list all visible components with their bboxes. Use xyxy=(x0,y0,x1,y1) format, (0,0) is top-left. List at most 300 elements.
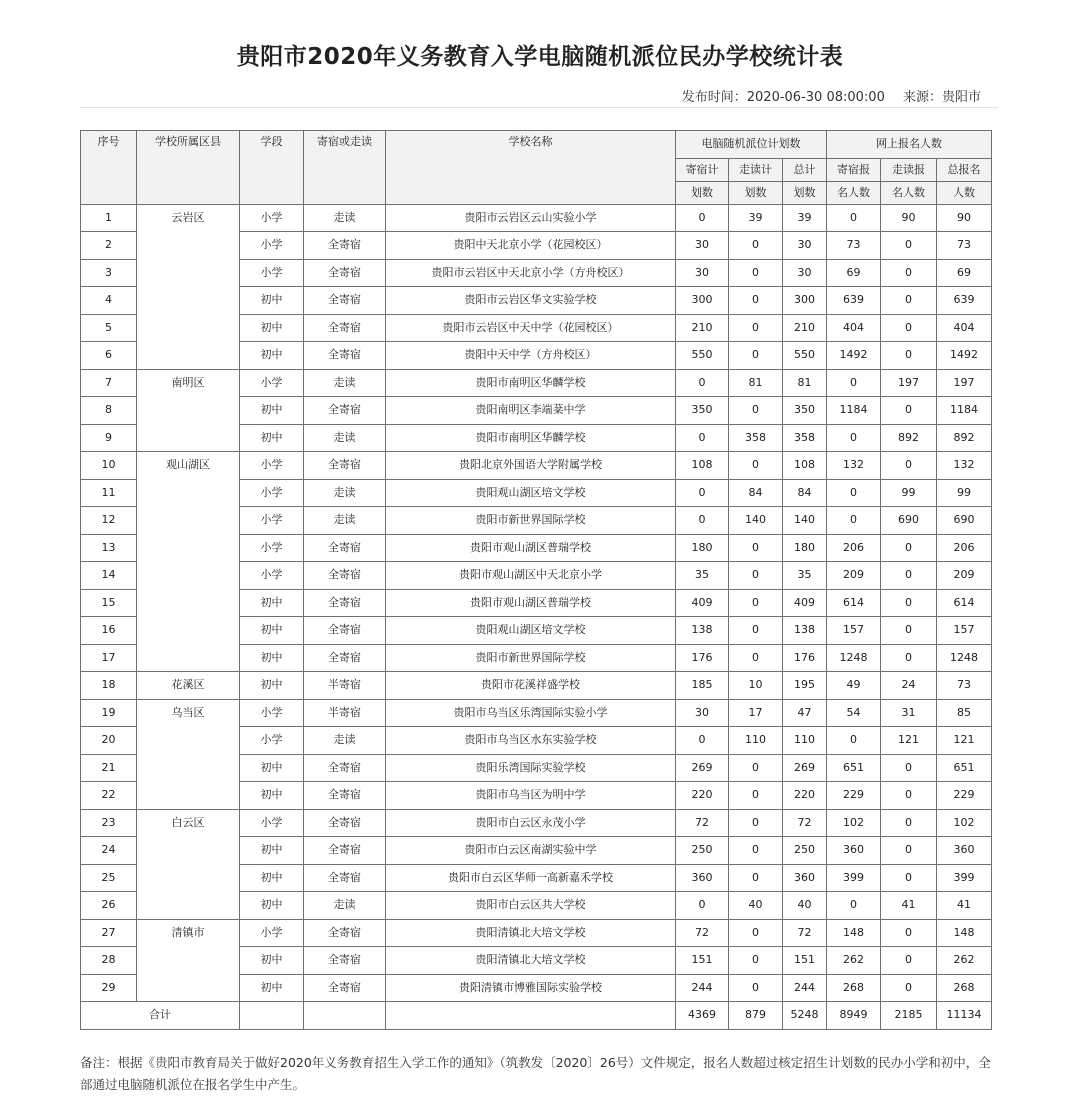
cell-plan-day: 0 xyxy=(729,259,783,287)
cell-reg-day: 0 xyxy=(881,919,937,947)
cell-type: 走读 xyxy=(304,479,386,507)
cell-reg-board: 148 xyxy=(827,919,881,947)
cell-reg-board: 102 xyxy=(827,809,881,837)
cell-plan-day: 0 xyxy=(729,837,783,865)
header-level: 学段 xyxy=(240,131,304,205)
cell-plan-board: 350 xyxy=(676,397,729,425)
statistics-table xyxy=(80,130,992,1030)
cell-reg-total: 399 xyxy=(937,864,992,892)
cell-level: 初中 xyxy=(240,672,304,700)
header-plan-group: 电脑随机派位计划数 xyxy=(676,131,827,159)
cell-plan-board: 0 xyxy=(676,479,729,507)
cell-reg-day: 0 xyxy=(881,232,937,260)
cell-reg-day: 0 xyxy=(881,782,937,810)
cell-reg-total: 197 xyxy=(937,369,992,397)
cell-plan-board: 30 xyxy=(676,699,729,727)
cell-plan-total: 300 xyxy=(783,287,827,315)
cell-plan-day: 0 xyxy=(729,397,783,425)
cell-seq: 2 xyxy=(81,232,137,260)
source: 来源：贵阳市 xyxy=(902,90,981,105)
cell-plan-total: 72 xyxy=(783,809,827,837)
cell-reg-total: 1248 xyxy=(937,644,992,672)
cell-reg-total: 651 xyxy=(937,754,992,782)
cell-plan-day: 0 xyxy=(729,534,783,562)
cell-plan-day: 84 xyxy=(729,479,783,507)
total-value: 5248 xyxy=(783,1002,827,1030)
cell-seq: 29 xyxy=(81,974,137,1002)
cell-school-name: 贵阳清镇北大培文学校 xyxy=(386,947,676,975)
cell-level: 初中 xyxy=(240,424,304,452)
cell-plan-day: 0 xyxy=(729,809,783,837)
cell-level: 初中 xyxy=(240,342,304,370)
cell-reg-day: 0 xyxy=(881,259,937,287)
cell-seq: 4 xyxy=(81,287,137,315)
cell-level: 初中 xyxy=(240,314,304,342)
cell-reg-board: 1184 xyxy=(827,397,881,425)
cell-plan-total: 35 xyxy=(783,562,827,590)
cell-reg-board: 206 xyxy=(827,534,881,562)
cell-school-name: 贵阳市南明区华麟学校 xyxy=(386,369,676,397)
cell-reg-total: 121 xyxy=(937,727,992,755)
cell-school-name: 贵阳市云岩区中天中学（花园校区） xyxy=(386,314,676,342)
cell-school-name: 贵阳中天中学（方舟校区） xyxy=(386,342,676,370)
cell-plan-day: 110 xyxy=(729,727,783,755)
cell-level: 小学 xyxy=(240,204,304,232)
cell-level: 初中 xyxy=(240,892,304,920)
cell-reg-total: 41 xyxy=(937,892,992,920)
cell-reg-board: 399 xyxy=(827,864,881,892)
cell-reg-total: 404 xyxy=(937,314,992,342)
cell-seq: 17 xyxy=(81,644,137,672)
cell-plan-total: 195 xyxy=(783,672,827,700)
publish-time: 发布时间：2020-06-30 08:00:00 xyxy=(681,90,885,105)
cell-plan-board: 360 xyxy=(676,864,729,892)
cell-school-name: 贵阳市白云区永茂小学 xyxy=(386,809,676,837)
cell-plan-board: 220 xyxy=(676,782,729,810)
cell-seq: 3 xyxy=(81,259,137,287)
cell-reg-board: 0 xyxy=(827,507,881,535)
cell-reg-day: 197 xyxy=(881,369,937,397)
cell-reg-day: 121 xyxy=(881,727,937,755)
cell-reg-day: 892 xyxy=(881,424,937,452)
cell-level: 小学 xyxy=(240,452,304,480)
cell-reg-total: 102 xyxy=(937,809,992,837)
cell-plan-day: 39 xyxy=(729,204,783,232)
cell-seq: 28 xyxy=(81,947,137,975)
header-plan-board: 寄宿计 xyxy=(676,158,729,181)
cell-school-name: 贵阳南明区李端棻中学 xyxy=(386,397,676,425)
cell-level: 小学 xyxy=(240,727,304,755)
cell-type: 半寄宿 xyxy=(304,699,386,727)
cell-seq: 14 xyxy=(81,562,137,590)
cell-level: 初中 xyxy=(240,589,304,617)
header-reg-board: 寄宿报 xyxy=(827,158,881,181)
cell-plan-total: 39 xyxy=(783,204,827,232)
cell-school-name: 贵阳市观山湖区中天北京小学 xyxy=(386,562,676,590)
cell-plan-day: 0 xyxy=(729,754,783,782)
cell-plan-board: 108 xyxy=(676,452,729,480)
cell-reg-day: 0 xyxy=(881,314,937,342)
total-value: 2185 xyxy=(881,1002,937,1030)
cell-school-name: 贵阳市南明区华麟学校 xyxy=(386,424,676,452)
cell-reg-board: 0 xyxy=(827,892,881,920)
cell-reg-total: 1492 xyxy=(937,342,992,370)
cell-level: 初中 xyxy=(240,864,304,892)
cell-plan-board: 300 xyxy=(676,287,729,315)
cell-reg-day: 0 xyxy=(881,617,937,645)
cell-reg-total: 69 xyxy=(937,259,992,287)
cell-type: 走读 xyxy=(304,204,386,232)
cell-plan-board: 244 xyxy=(676,974,729,1002)
cell-plan-total: 81 xyxy=(783,369,827,397)
cell-plan-board: 0 xyxy=(676,892,729,920)
cell-level: 初中 xyxy=(240,837,304,865)
cell-school-name: 贵阳市新世界国际学校 xyxy=(386,644,676,672)
cell-plan-board: 72 xyxy=(676,919,729,947)
cell-type: 全寄宿 xyxy=(304,974,386,1002)
header-district: 学校所属区县 xyxy=(137,131,240,205)
cell-level: 小学 xyxy=(240,919,304,947)
cell-seq: 8 xyxy=(81,397,137,425)
cell-reg-board: 69 xyxy=(827,259,881,287)
cell-reg-total: 73 xyxy=(937,232,992,260)
header-plan-day-2: 划数 xyxy=(729,181,783,204)
cell-seq: 10 xyxy=(81,452,137,480)
cell-district: 云岩区 xyxy=(137,204,240,369)
cell-plan-total: 30 xyxy=(783,259,827,287)
cell-type: 全寄宿 xyxy=(304,314,386,342)
cell-school-name: 贵阳市观山湖区普瑞学校 xyxy=(386,534,676,562)
cell-district: 乌当区 xyxy=(137,699,240,809)
cell-school-name: 贵阳市云岩区云山实验小学 xyxy=(386,204,676,232)
cell-plan-board: 72 xyxy=(676,809,729,837)
cell-plan-total: 151 xyxy=(783,947,827,975)
cell-reg-board: 0 xyxy=(827,727,881,755)
cell-reg-total: 262 xyxy=(937,947,992,975)
cell-type: 走读 xyxy=(304,424,386,452)
cell-plan-board: 138 xyxy=(676,617,729,645)
cell-reg-day: 0 xyxy=(881,974,937,1002)
cell-seq: 11 xyxy=(81,479,137,507)
cell-reg-day: 0 xyxy=(881,837,937,865)
publish-meta xyxy=(668,86,981,105)
cell-type: 全寄宿 xyxy=(304,809,386,837)
header-plan-total-2: 划数 xyxy=(783,181,827,204)
cell-reg-board: 157 xyxy=(827,617,881,645)
cell-reg-board: 404 xyxy=(827,314,881,342)
table-row xyxy=(81,809,992,837)
cell-reg-day: 690 xyxy=(881,507,937,535)
cell-reg-total: 90 xyxy=(937,204,992,232)
header-reg-group: 网上报名人数 xyxy=(827,131,992,159)
total-value: 879 xyxy=(729,1002,783,1030)
cell-plan-board: 409 xyxy=(676,589,729,617)
cell-plan-day: 0 xyxy=(729,232,783,260)
cell-plan-day: 0 xyxy=(729,287,783,315)
cell-type: 全寄宿 xyxy=(304,837,386,865)
cell-plan-day: 0 xyxy=(729,782,783,810)
table-row xyxy=(81,369,992,397)
cell-plan-day: 140 xyxy=(729,507,783,535)
cell-reg-board: 54 xyxy=(827,699,881,727)
cell-type: 全寄宿 xyxy=(304,589,386,617)
header-plan-board-2: 划数 xyxy=(676,181,729,204)
cell-level: 小学 xyxy=(240,259,304,287)
cell-seq: 16 xyxy=(81,617,137,645)
cell-reg-day: 24 xyxy=(881,672,937,700)
cell-plan-board: 550 xyxy=(676,342,729,370)
table-row xyxy=(81,672,992,700)
cell-seq: 1 xyxy=(81,204,137,232)
cell-reg-board: 1492 xyxy=(827,342,881,370)
cell-reg-day: 0 xyxy=(881,534,937,562)
cell-level: 小学 xyxy=(240,232,304,260)
cell-district: 清镇市 xyxy=(137,919,240,1002)
cell-plan-day: 0 xyxy=(729,919,783,947)
cell-reg-day: 0 xyxy=(881,342,937,370)
cell-reg-total: 206 xyxy=(937,534,992,562)
cell-reg-day: 0 xyxy=(881,644,937,672)
cell-seq: 27 xyxy=(81,919,137,947)
cell-type: 全寄宿 xyxy=(304,259,386,287)
cell-level: 初中 xyxy=(240,754,304,782)
cell-type: 走读 xyxy=(304,892,386,920)
cell-plan-day: 0 xyxy=(729,562,783,590)
cell-school-name: 贵阳市新世界国际学校 xyxy=(386,507,676,535)
cell-reg-day: 99 xyxy=(881,479,937,507)
cell-type: 全寄宿 xyxy=(304,919,386,947)
cell-plan-total: 220 xyxy=(783,782,827,810)
cell-level: 小学 xyxy=(240,369,304,397)
cell-type: 全寄宿 xyxy=(304,232,386,260)
cell-plan-day: 0 xyxy=(729,974,783,1002)
cell-plan-day: 0 xyxy=(729,589,783,617)
cell-level: 初中 xyxy=(240,644,304,672)
cell-reg-day: 0 xyxy=(881,452,937,480)
cell-reg-total: 1184 xyxy=(937,397,992,425)
cell-plan-board: 176 xyxy=(676,644,729,672)
cell-reg-board: 229 xyxy=(827,782,881,810)
cell-plan-day: 10 xyxy=(729,672,783,700)
cell-school-name: 贵阳中天北京小学（花园校区） xyxy=(386,232,676,260)
total-empty-cell xyxy=(386,1002,676,1030)
footnote: 备注：根据《贵阳市教育局关于做好2020年义务教育招生入学工作的通知》（筑教发〔2020〕26号）文件规定，报名人数超过核定招生计划数的民办小学和初中，全部通过电脑随机派位在报名学生中产生。 xyxy=(80,1055,991,1092)
page-title: 贵阳市2020年义务教育入学电脑随机派位民办学校统计表 xyxy=(236,44,844,70)
cell-type: 全寄宿 xyxy=(304,782,386,810)
table-body xyxy=(81,204,992,1029)
cell-plan-total: 108 xyxy=(783,452,827,480)
cell-reg-total: 360 xyxy=(937,837,992,865)
cell-school-name: 贵阳市白云区华师一高新嘉禾学校 xyxy=(386,864,676,892)
cell-level: 小学 xyxy=(240,534,304,562)
cell-plan-board: 30 xyxy=(676,259,729,287)
cell-type: 全寄宿 xyxy=(304,534,386,562)
cell-reg-total: 639 xyxy=(937,287,992,315)
cell-plan-total: 409 xyxy=(783,589,827,617)
cell-plan-total: 176 xyxy=(783,644,827,672)
divider xyxy=(80,107,998,108)
cell-plan-total: 138 xyxy=(783,617,827,645)
cell-reg-board: 1248 xyxy=(827,644,881,672)
cell-reg-total: 614 xyxy=(937,589,992,617)
total-row xyxy=(81,1002,992,1030)
cell-level: 小学 xyxy=(240,479,304,507)
cell-plan-day: 0 xyxy=(729,947,783,975)
cell-seq: 6 xyxy=(81,342,137,370)
cell-school-name: 贵阳市白云区南湖实验中学 xyxy=(386,837,676,865)
cell-plan-total: 180 xyxy=(783,534,827,562)
header-type: 寄宿或走读 xyxy=(304,131,386,205)
cell-type: 全寄宿 xyxy=(304,562,386,590)
cell-plan-total: 30 xyxy=(783,232,827,260)
cell-reg-board: 73 xyxy=(827,232,881,260)
cell-plan-total: 47 xyxy=(783,699,827,727)
cell-plan-board: 180 xyxy=(676,534,729,562)
cell-school-name: 贵阳乐湾国际实验学校 xyxy=(386,754,676,782)
cell-reg-day: 0 xyxy=(881,864,937,892)
cell-type: 全寄宿 xyxy=(304,864,386,892)
cell-type: 全寄宿 xyxy=(304,644,386,672)
total-value: 11134 xyxy=(937,1002,992,1030)
cell-reg-total: 85 xyxy=(937,699,992,727)
cell-school-name: 贵阳清镇北大培文学校 xyxy=(386,919,676,947)
cell-reg-total: 229 xyxy=(937,782,992,810)
cell-school-name: 贵阳市云岩区中天北京小学（方舟校区） xyxy=(386,259,676,287)
cell-plan-total: 358 xyxy=(783,424,827,452)
cell-seq: 7 xyxy=(81,369,137,397)
cell-type: 全寄宿 xyxy=(304,947,386,975)
cell-school-name: 贵阳市乌当区乐湾国际实验小学 xyxy=(386,699,676,727)
cell-plan-total: 84 xyxy=(783,479,827,507)
cell-reg-total: 148 xyxy=(937,919,992,947)
cell-plan-board: 0 xyxy=(676,369,729,397)
cell-school-name: 贵阳市乌当区为明中学 xyxy=(386,782,676,810)
cell-type: 全寄宿 xyxy=(304,754,386,782)
cell-type: 全寄宿 xyxy=(304,287,386,315)
cell-district: 白云区 xyxy=(137,809,240,919)
cell-seq: 22 xyxy=(81,782,137,810)
cell-level: 小学 xyxy=(240,507,304,535)
cell-reg-total: 690 xyxy=(937,507,992,535)
table-row xyxy=(81,204,992,232)
cell-plan-board: 210 xyxy=(676,314,729,342)
cell-level: 初中 xyxy=(240,287,304,315)
cell-plan-day: 0 xyxy=(729,644,783,672)
cell-reg-day: 0 xyxy=(881,562,937,590)
cell-seq: 5 xyxy=(81,314,137,342)
cell-reg-total: 892 xyxy=(937,424,992,452)
cell-plan-total: 360 xyxy=(783,864,827,892)
cell-seq: 13 xyxy=(81,534,137,562)
header-reg-board-2: 名人数 xyxy=(827,181,881,204)
cell-seq: 25 xyxy=(81,864,137,892)
cell-plan-total: 40 xyxy=(783,892,827,920)
cell-reg-board: 0 xyxy=(827,204,881,232)
cell-reg-board: 360 xyxy=(827,837,881,865)
cell-plan-total: 72 xyxy=(783,919,827,947)
cell-school-name: 贵阳市白云区共大学校 xyxy=(386,892,676,920)
header-reg-day: 走读报 xyxy=(881,158,937,181)
cell-plan-total: 140 xyxy=(783,507,827,535)
cell-district: 观山湖区 xyxy=(137,452,240,672)
cell-seq: 12 xyxy=(81,507,137,535)
cell-plan-board: 30 xyxy=(676,232,729,260)
cell-plan-day: 0 xyxy=(729,617,783,645)
cell-reg-board: 268 xyxy=(827,974,881,1002)
cell-level: 小学 xyxy=(240,809,304,837)
cell-type: 走读 xyxy=(304,369,386,397)
total-value: 8949 xyxy=(827,1002,881,1030)
cell-school-name: 贵阳观山湖区培文学校 xyxy=(386,479,676,507)
cell-plan-board: 0 xyxy=(676,204,729,232)
cell-plan-total: 550 xyxy=(783,342,827,370)
cell-plan-board: 269 xyxy=(676,754,729,782)
cell-level: 初中 xyxy=(240,782,304,810)
cell-reg-day: 90 xyxy=(881,204,937,232)
cell-plan-day: 17 xyxy=(729,699,783,727)
cell-plan-board: 185 xyxy=(676,672,729,700)
cell-reg-total: 268 xyxy=(937,974,992,1002)
cell-level: 小学 xyxy=(240,699,304,727)
cell-school-name: 贵阳市观山湖区普瑞学校 xyxy=(386,589,676,617)
cell-level: 初中 xyxy=(240,974,304,1002)
cell-reg-board: 132 xyxy=(827,452,881,480)
cell-reg-board: 0 xyxy=(827,424,881,452)
cell-type: 半寄宿 xyxy=(304,672,386,700)
cell-school-name: 贵阳市花溪祥盛学校 xyxy=(386,672,676,700)
cell-reg-day: 0 xyxy=(881,754,937,782)
cell-school-name: 贵阳市乌当区水东实验学校 xyxy=(386,727,676,755)
cell-plan-board: 250 xyxy=(676,837,729,865)
total-empty-cell xyxy=(240,1002,304,1030)
cell-school-name: 贵阳清镇市博雅国际实验学校 xyxy=(386,974,676,1002)
cell-reg-day: 0 xyxy=(881,397,937,425)
cell-seq: 15 xyxy=(81,589,137,617)
cell-reg-total: 99 xyxy=(937,479,992,507)
header-plan-total: 总计 xyxy=(783,158,827,181)
cell-plan-total: 250 xyxy=(783,837,827,865)
table-row xyxy=(81,699,992,727)
cell-seq: 9 xyxy=(81,424,137,452)
cell-reg-board: 0 xyxy=(827,479,881,507)
table-row xyxy=(81,452,992,480)
cell-reg-board: 614 xyxy=(827,589,881,617)
cell-seq: 19 xyxy=(81,699,137,727)
cell-plan-board: 0 xyxy=(676,507,729,535)
cell-type: 全寄宿 xyxy=(304,617,386,645)
total-value: 4369 xyxy=(676,1002,729,1030)
cell-reg-board: 639 xyxy=(827,287,881,315)
cell-reg-board: 262 xyxy=(827,947,881,975)
header-reg-total-2: 人数 xyxy=(937,181,992,204)
cell-plan-day: 81 xyxy=(729,369,783,397)
cell-level: 初中 xyxy=(240,617,304,645)
cell-reg-board: 651 xyxy=(827,754,881,782)
table-header xyxy=(81,131,992,205)
cell-school-name: 贵阳北京外国语大学附属学校 xyxy=(386,452,676,480)
cell-type: 全寄宿 xyxy=(304,452,386,480)
cell-plan-total: 350 xyxy=(783,397,827,425)
cell-plan-day: 40 xyxy=(729,892,783,920)
cell-reg-day: 0 xyxy=(881,589,937,617)
cell-seq: 23 xyxy=(81,809,137,837)
cell-plan-board: 35 xyxy=(676,562,729,590)
cell-reg-total: 132 xyxy=(937,452,992,480)
cell-reg-total: 157 xyxy=(937,617,992,645)
cell-plan-day: 0 xyxy=(729,452,783,480)
cell-reg-day: 31 xyxy=(881,699,937,727)
cell-reg-day: 0 xyxy=(881,809,937,837)
